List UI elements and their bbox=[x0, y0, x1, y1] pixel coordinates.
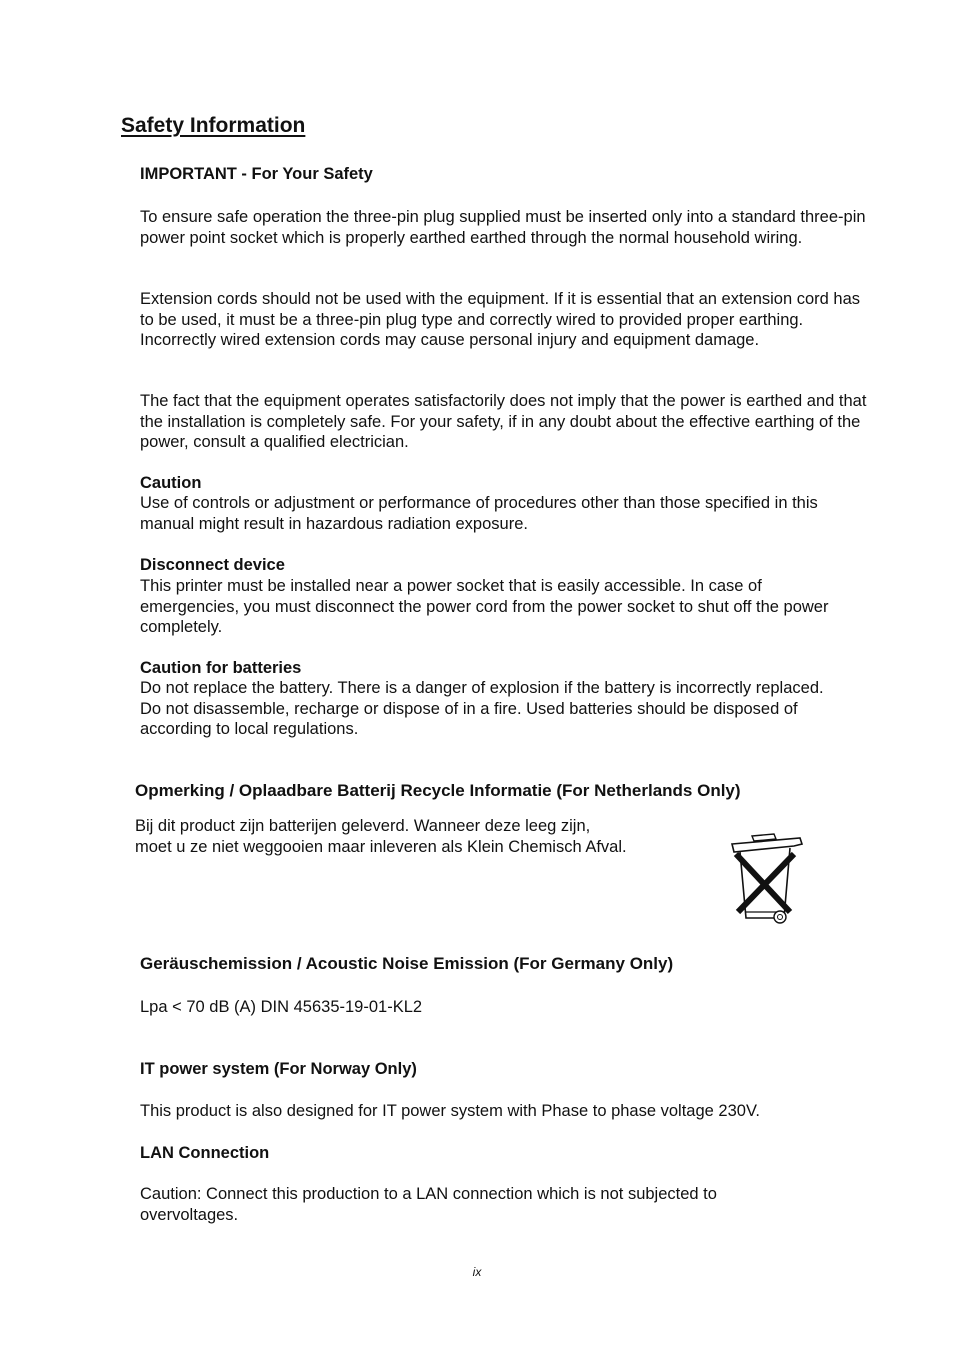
norway-text: This product is also designed for IT power system with Phase to phase voltage 230V. bbox=[140, 1102, 761, 1120]
paragraph-plug: To ensure safe operation the three-pin plug supplied must be inserted only into a standard three-pin power point socket which is properly earthed earthed through the normal household wiring. bbox=[140, 208, 866, 247]
page-title: Safety Information bbox=[121, 114, 306, 137]
germany-heading: Geräuschemission / Acoustic Noise Emission (For Germany Only) bbox=[140, 954, 674, 973]
important-heading: IMPORTANT - For Your Safety bbox=[140, 165, 373, 183]
netherlands-heading: Opmerking / Oplaadbare Batterij Recycle Informatie (For Netherlands Only) bbox=[135, 781, 741, 800]
battery-caution-label: Caution for batteries bbox=[140, 659, 302, 677]
paragraph-earthing: The fact that the equipment operates satisfactorily does not imply that the power is earthed and that the installation is completely safe. For your safety, if in any doubt about the effective earthing of the power, consult a qualified electrician. bbox=[140, 392, 867, 451]
netherlands-line-2: moet u ze niet weggooien maar inleveren als Klein Chemisch Afval. bbox=[135, 838, 627, 856]
crossed-out-wheelie-bin-icon bbox=[724, 832, 808, 928]
caution-label: Caution bbox=[140, 474, 202, 492]
battery-caution-text: Do not replace the battery. There is a danger of explosion if the battery is incorrectly replaced. Do not disassemble, recharge or dispose of in a fire. Used batteries should be disposed of according to local regulations. bbox=[140, 679, 824, 738]
caution-text: Use of controls or adjustment or performance of procedures other than those specified in this manual might result in hazardous radiation exposure. bbox=[140, 494, 818, 533]
norway-heading: IT power system (For Norway Only) bbox=[140, 1060, 417, 1078]
disconnect-label: Disconnect device bbox=[140, 556, 285, 574]
netherlands-line-1: Bij dit product zijn batterijen geleverd. Wanneer deze leeg zijn, bbox=[135, 817, 591, 835]
lan-heading: LAN Connection bbox=[140, 1144, 270, 1162]
lan-text: Caution: Connect this production to a LAN connection which is not subjected to overvoltages. bbox=[140, 1185, 717, 1224]
disconnect-text: This printer must be installed near a power socket that is easily accessible. In case of emergencies, you must disconnect the power cord from the power socket to shut off the power completely. bbox=[140, 577, 829, 636]
paragraph-extension-cords: Extension cords should not be used with the equipment. If it is essential that an extension cord has to be used, it must be a three-pin plug type and correctly wired to provided proper earthing. Incorrectly wired extension cords may cause personal injury and equipment damage. bbox=[140, 290, 861, 349]
page-number: ix bbox=[472, 1265, 482, 1279]
germany-noise-value: Lpa < 70 dB (A) DIN 45635-19-01-KL2 bbox=[140, 998, 423, 1016]
